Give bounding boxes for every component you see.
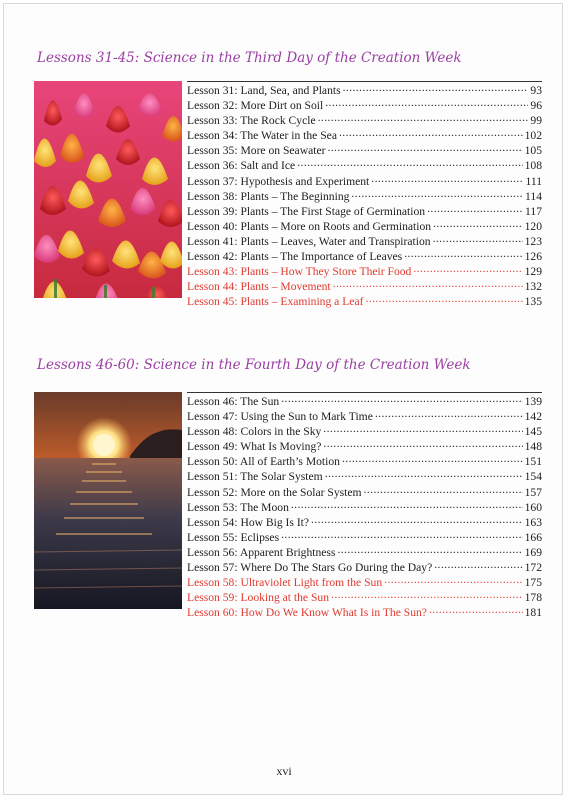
lesson-title: Lesson 44: Plants – Movement bbox=[187, 280, 331, 294]
lesson-page-number: 169 bbox=[524, 545, 542, 559]
lesson-page-number: 148 bbox=[524, 440, 542, 454]
lesson-title: Lesson 49: What Is Moving? bbox=[187, 440, 322, 454]
lesson-page-number: 102 bbox=[524, 129, 542, 143]
toc-entry bbox=[187, 529, 542, 544]
lesson-page-number: 132 bbox=[524, 280, 542, 294]
dot-leader bbox=[325, 97, 528, 109]
lesson-title: Lesson 45: Plants – Examining a Leaf bbox=[187, 295, 364, 309]
dot-leader bbox=[318, 112, 529, 124]
lesson-page-number: 114 bbox=[525, 189, 542, 203]
lesson-page-number: 175 bbox=[524, 576, 542, 590]
toc-entry bbox=[187, 559, 542, 574]
toc-entry bbox=[187, 218, 542, 233]
toc-entry bbox=[187, 97, 542, 112]
lesson-title: Lesson 35: More on Seawater bbox=[187, 144, 326, 158]
lesson-title: Lesson 55: Eclipses bbox=[187, 530, 280, 544]
lesson-page-number: 151 bbox=[524, 455, 542, 469]
lesson-page-number: 99 bbox=[530, 114, 542, 128]
lesson-title: Lesson 51: The Solar System bbox=[187, 470, 323, 484]
toc-entry bbox=[187, 499, 542, 514]
toc-entry bbox=[187, 589, 542, 604]
dot-leader bbox=[433, 233, 523, 245]
toc-entry bbox=[187, 293, 542, 308]
lesson-title: Lesson 36: Salt and Ice bbox=[187, 159, 296, 173]
dot-leader bbox=[337, 544, 522, 556]
toc-entry bbox=[187, 468, 542, 483]
toc-entry bbox=[187, 604, 542, 619]
lesson-page-number: 172 bbox=[524, 561, 542, 575]
section-title: Lessons 31-45: Science in the Third Day of the Creation Week bbox=[37, 50, 462, 66]
lesson-title: Lesson 53: The Moon bbox=[187, 500, 289, 514]
lesson-title: Lesson 38: Plants – The Beginning bbox=[187, 189, 350, 203]
lesson-page-number: 117 bbox=[525, 204, 542, 218]
toc-entry bbox=[187, 438, 542, 453]
lesson-title: Lesson 60: How Do We Know What Is in The Sun? bbox=[187, 606, 427, 620]
lesson-title: Lesson 42: Plants – The Importance of Leaves bbox=[187, 250, 403, 264]
toc-entry bbox=[187, 142, 542, 157]
dot-leader bbox=[427, 203, 523, 215]
sunset-over-sea-photo bbox=[34, 392, 182, 609]
lesson-title: Lesson 39: Plants – The First Stage of Germination bbox=[187, 204, 426, 218]
dot-leader bbox=[364, 484, 523, 496]
toc-entry bbox=[187, 544, 542, 559]
toc-entry bbox=[187, 484, 542, 499]
dot-leader bbox=[351, 188, 523, 200]
dot-leader bbox=[375, 408, 523, 420]
lesson-title: Lesson 54: How Big Is It? bbox=[187, 515, 310, 529]
dot-leader bbox=[333, 278, 523, 290]
lesson-page-number: 163 bbox=[524, 515, 542, 529]
toc-entry bbox=[187, 514, 542, 529]
lesson-page-number: 157 bbox=[524, 485, 542, 499]
toc-entry bbox=[187, 423, 542, 438]
lesson-page-number: 166 bbox=[524, 530, 542, 544]
toc-entry bbox=[187, 278, 542, 293]
lesson-page-number: 129 bbox=[524, 265, 542, 279]
dot-leader bbox=[384, 574, 522, 586]
lesson-page-number: 142 bbox=[524, 410, 542, 424]
lesson-page-number: 178 bbox=[524, 591, 542, 605]
dot-leader bbox=[323, 438, 522, 450]
dot-leader bbox=[327, 142, 522, 154]
lesson-title: Lesson 43: Plants – How They Store Their Food bbox=[187, 265, 412, 279]
dot-leader bbox=[433, 218, 523, 230]
lesson-page-number: 145 bbox=[524, 425, 542, 439]
dot-leader bbox=[281, 393, 522, 405]
lesson-title: Lesson 31: Land, Sea, and Plants bbox=[187, 84, 341, 97]
lesson-list bbox=[187, 81, 542, 308]
dot-leader bbox=[297, 157, 522, 169]
dot-leader bbox=[429, 604, 523, 616]
toc-entry bbox=[187, 173, 542, 188]
section-title: Lessons 46-60: Science in the Fourth Day of the Creation Week bbox=[37, 357, 471, 373]
dot-leader bbox=[323, 423, 522, 435]
page-number: xvi bbox=[276, 764, 292, 778]
toc-entry bbox=[187, 233, 542, 248]
lesson-page-number: 126 bbox=[524, 250, 542, 264]
dot-leader bbox=[342, 453, 523, 465]
lesson-page-number: 139 bbox=[524, 395, 542, 408]
lesson-page-number: 120 bbox=[524, 219, 542, 233]
lesson-page-number: 93 bbox=[530, 84, 542, 97]
toc-entry bbox=[187, 112, 542, 127]
lesson-title: Lesson 40: Plants – More on Roots and Germination bbox=[187, 219, 432, 233]
dot-leader bbox=[325, 468, 523, 480]
lesson-title: Lesson 56: Apparent Brightness bbox=[187, 545, 336, 559]
lesson-page-number: 123 bbox=[524, 234, 542, 248]
lesson-title: Lesson 58: Ultraviolet Light from the Sun bbox=[187, 576, 383, 590]
toc-entry bbox=[187, 248, 542, 263]
lesson-page-number: 111 bbox=[525, 174, 542, 188]
dot-leader bbox=[371, 173, 523, 185]
lesson-page-number: 154 bbox=[524, 470, 542, 484]
lesson-title: Lesson 57: Where Do The Stars Go During the Day? bbox=[187, 561, 433, 575]
dot-leader bbox=[311, 514, 523, 526]
lesson-list bbox=[187, 392, 542, 619]
dot-leader bbox=[331, 589, 523, 601]
lesson-title: Lesson 37: Hypothesis and Experiment bbox=[187, 174, 370, 188]
lesson-title: Lesson 33: The Rock Cycle bbox=[187, 114, 316, 128]
lesson-title: Lesson 34: The Water in the Sea bbox=[187, 129, 337, 143]
lesson-title: Lesson 50: All of Earth’s Motion bbox=[187, 455, 340, 469]
lesson-title: Lesson 59: Looking at the Sun bbox=[187, 591, 330, 605]
lesson-title: Lesson 41: Plants – Leaves, Water and Transpiration bbox=[187, 234, 431, 248]
toc-entry bbox=[187, 203, 542, 218]
lesson-page-number: 108 bbox=[524, 159, 542, 173]
dot-leader bbox=[365, 293, 522, 305]
lesson-title: Lesson 52: More on the Solar System bbox=[187, 485, 362, 499]
dot-leader bbox=[404, 248, 522, 260]
lesson-page-number: 181 bbox=[524, 606, 542, 620]
celosia-flowers-photo bbox=[34, 81, 182, 298]
toc-entry bbox=[187, 574, 542, 589]
lesson-title: Lesson 32: More Dirt on Soil bbox=[187, 99, 324, 113]
toc-entry bbox=[187, 157, 542, 172]
dot-leader bbox=[339, 127, 523, 139]
toc-entry bbox=[187, 82, 542, 97]
lesson-title: Lesson 46: The Sun bbox=[187, 395, 280, 408]
toc-entry bbox=[187, 408, 542, 423]
lesson-page-number: 105 bbox=[524, 144, 542, 158]
lesson-title: Lesson 47: Using the Sun to Mark Time bbox=[187, 410, 373, 424]
dot-leader bbox=[343, 82, 529, 94]
dot-leader bbox=[291, 499, 523, 511]
lesson-page-number: 135 bbox=[524, 295, 542, 309]
toc-entry bbox=[187, 393, 542, 408]
toc-entry bbox=[187, 188, 542, 203]
toc-entry bbox=[187, 453, 542, 468]
lesson-title: Lesson 48: Colors in the Sky bbox=[187, 425, 322, 439]
toc-entry bbox=[187, 127, 542, 142]
dot-leader bbox=[413, 263, 522, 275]
toc-entry bbox=[187, 263, 542, 278]
lesson-page-number: 96 bbox=[530, 99, 542, 113]
dot-leader bbox=[281, 529, 523, 541]
lesson-page-number: 160 bbox=[524, 500, 542, 514]
dot-leader bbox=[434, 559, 522, 571]
